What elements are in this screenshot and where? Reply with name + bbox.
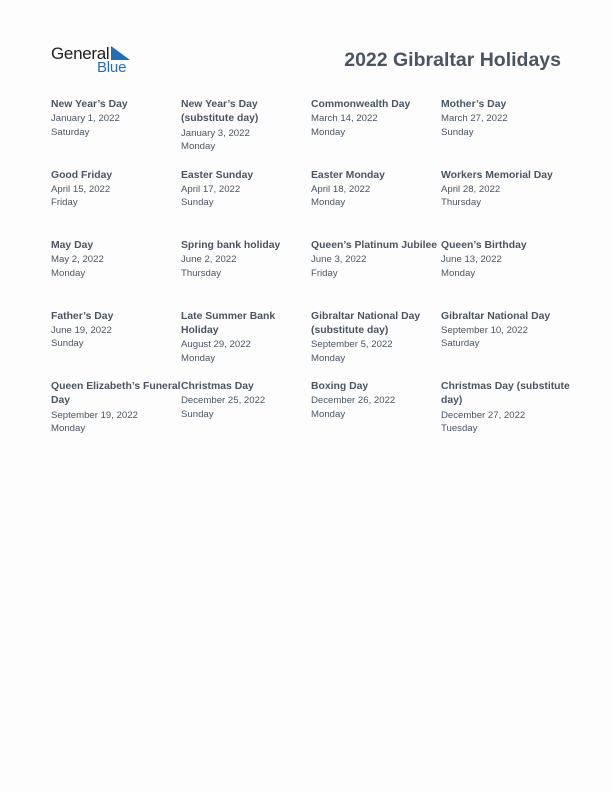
holiday-item [181,310,311,381]
holiday-item [441,310,571,381]
holiday-weekday: Thursday [181,267,221,279]
holiday-date: April 17, 2022 [181,183,241,195]
holiday-weekday: Monday [311,408,346,420]
holiday-weekday: Friday [311,267,338,279]
logo [51,44,141,78]
holiday-date: September 5, 2022 [311,339,393,351]
holiday-weekday: Sunday [181,408,214,420]
holiday-item [181,239,311,310]
holiday-weekday: Monday [181,141,216,153]
holiday-weekday: Monday [181,352,216,364]
holiday-item [311,380,441,451]
holiday-date: June 3, 2022 [311,254,367,266]
holiday-date: June 2, 2022 [181,254,237,266]
holiday-date: January 3, 2022 [181,127,250,139]
holiday-name: Gibraltar National Day (substitute day) [311,310,421,336]
holiday-name: Boxing Day [311,381,369,392]
holiday-grid [51,98,571,451]
holiday-weekday: Friday [51,197,78,209]
holiday-name: Late Summer Bank Holiday [181,310,276,336]
holiday-item [51,380,181,451]
holiday-date: December 26, 2022 [311,395,396,407]
holiday-date: March 14, 2022 [311,113,378,125]
holiday-name: New Year’s Day [51,99,128,110]
holiday-name: Easter Sunday [181,169,254,181]
holiday-name: May Day [51,240,94,251]
holiday-weekday: Saturday [51,126,90,138]
holiday-item [441,380,571,451]
holiday-date: March 27, 2022 [441,113,508,125]
holiday-name: Commonwealth Day [311,99,411,110]
holiday-date: April 18, 2022 [311,183,371,195]
holiday-item [441,239,571,310]
holiday-date: December 27, 2022 [441,409,526,421]
holiday-name: Queen’s Birthday [441,240,527,251]
holiday-name: Christmas Day (substitute day) [441,381,570,407]
holiday-item [441,169,571,240]
page-title: 2022 Gibraltar Holidays [344,49,561,71]
holiday-weekday: Monday [51,423,86,435]
logo-text-blue: Blue [97,59,127,76]
holiday-weekday: Sunday [181,197,214,209]
holiday-date: January 1, 2022 [51,113,120,125]
holiday-item [311,310,441,381]
holiday-name: Gibraltar National Day [441,310,551,322]
holiday-item [181,380,311,451]
holiday-weekday: Monday [311,352,346,364]
holiday-name: Christmas Day [181,381,254,392]
holiday-item [51,169,181,240]
holiday-name: Spring bank holiday [181,240,281,251]
holiday-date: April 15, 2022 [51,183,111,195]
logo-text-general: General [51,44,110,63]
holiday-name: Workers Memorial Day [441,169,553,181]
holiday-item [181,98,311,169]
holiday-date: June 19, 2022 [51,324,112,336]
holiday-weekday: Saturday [441,338,480,350]
holiday-weekday: Monday [311,197,346,209]
holiday-item [51,310,181,381]
holiday-date: April 28, 2022 [441,183,501,195]
holiday-item [181,169,311,240]
holiday-item [51,239,181,310]
holiday-weekday: Monday [311,126,346,138]
holiday-date: June 13, 2022 [441,254,502,266]
holiday-item [311,239,441,310]
holiday-date: September 19, 2022 [51,409,138,421]
holiday-date: December 25, 2022 [181,395,266,407]
holiday-weekday: Monday [51,267,86,279]
holiday-item [311,169,441,240]
holiday-item [311,98,441,169]
holiday-date: September 10, 2022 [441,324,528,336]
holiday-weekday: Sunday [51,338,84,350]
holiday-name: Queen Elizabeth’s Funeral Day [51,381,181,407]
holiday-weekday: Sunday [441,126,474,138]
holiday-name: Queen’s Platinum Jubilee [311,240,438,251]
holiday-date: August 29, 2022 [181,339,251,351]
holiday-name: Easter Monday [311,169,385,181]
holiday-item [51,98,181,169]
holiday-name: Mother’s Day [441,99,507,110]
holiday-name: Good Friday [51,169,113,181]
holiday-name: Father’s Day [51,310,114,322]
holiday-weekday: Monday [441,267,476,279]
holiday-name: New Year’s Day (substitute day) [181,99,259,125]
holiday-date: May 2, 2022 [51,254,104,266]
logo-triangle-icon [111,46,130,60]
holiday-weekday: Tuesday [441,423,478,435]
holiday-item [441,98,571,169]
holiday-weekday: Thursday [441,197,481,209]
